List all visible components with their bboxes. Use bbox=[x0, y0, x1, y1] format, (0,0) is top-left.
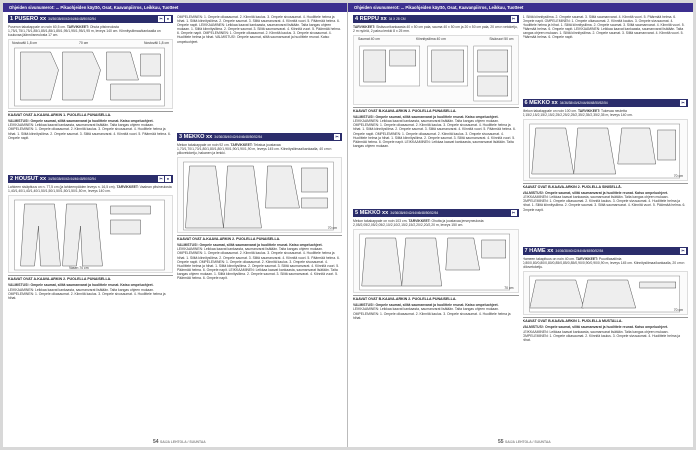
scissors-icon: ✂ bbox=[335, 134, 339, 139]
item-6-title: 6 MEKKO xx bbox=[524, 100, 558, 106]
right-column-1 bbox=[353, 15, 519, 433]
item-4-instructions: VALMISTUS!: Ompele saumat, silitä saumanvarat ja huolittele reunat. Katso ompeluohjeet. LEIKKAAMINEN: Leikkaa kaavat kankaasta, saumanvarat lisätään. Taita kangas ohjeen mukaan. OMPELEMINEN: 1. Ompele olkasaumat. 2. Kiinnitä kaulus. 3. Ompele sivusaumat. 4. Huolittele helma ja hihat. 1. Silitä kiinnitysliima. 2. Ompele saumat. 3. Silitä saumanvarat. 4. Kiinnitä vuori. 5. Päärmää helma. 6. Ompele napit. OMPELEMINEN: 1. Ompele olkasaumat. 2. Kiinnitä kaulus. 3. Ompele sivusaumat. 4. Huolittele helma ja hihat. 1. Silitä kiinnitysliima. 2. Ompele saumat. 3. Silitä saumanvarat. 4. Kiinnitä vuori. 5. Päärmää helma. 6. Ompele napit. LEIKKAAMINEN: Leikkaa kaavat kankaasta, saumanvarat lisätään. Taita kangas ohjeen mukaan. bbox=[353, 115, 516, 148]
item-7-title: 7 HAME xx bbox=[524, 248, 554, 255]
item-1-instructions-continued: OMPELEMINEN: 1. Ompele olkasaumat. 2. Kiinnitä kaulus. 3. Ompele sivusaumat. 4. Huolittele helma ja hihat. 1. Silitä kiinnitysliima. 2. Ompele saumat. 3. Silitä saumanvarat. 4. Kiinnitä vuori. 5. Päärmää helma. 6. Ompele napit. LEIKKAAMINEN: Leikkaa kaavat kankaasta, saumanvarat lisätään. Taita kangas ohjeen mukaan. 1. Silitä kiinnitysliima. 2. Ompele saumat. 3. Silitä saumanvarat. 4. Kiinnitä vuori. 5. Päärmää helma. 6. Ompele napit. OMPELEMINEN: 1. Ompele olkasaumat. 2. Kiinnitä kaulus. 3. Ompele sivusaumat. 4. Huolittele helma ja hihat. VALMISTUS!: Ompele saumat, silitä saumanvarat ja huolittele reunat. Katso ompeluohjeet. bbox=[177, 15, 341, 44]
item-4-instructions-continued: 1. Silitä kiinnitysliima. 2. Ompele saumat. 3. Silitä saumanvarat. 4. Kiinnitä vuori. 5. Päärmää helma. 6. Ompele napit. OMPELEMINEN: 1. Ompele olkasaumat. 2. Kiinnitä kaulus. 3. Ompele sivusaumat. 4. Huolittele helma ja hihat. 1. Silitä kiinnitysliima. 2. Ompele saumat. 3. Silitä saumanvarat. 4. Kiinnitä vuori. 5. Päärmää helma. 6. Ompele napit. LEIKKAAMINEN: Leikkaa kaavat kankaasta, saumanvarat lisätään. Taita kangas ohjeen mukaan. 1. Silitä kiinnitysliima. 2. Ompele saumat. 3. Silitä saumanvarat. 4. Kiinnitä vuori. 5. Päärmää helma. 6. Ompele napit. bbox=[522, 15, 685, 40]
right-topbar: Ohjeiden sivunumerot: ... Pikaohjeiden käyttö, Osat, Kaavanpiirros, Leikkuu, Tuotteet bbox=[348, 3, 693, 12]
item-7-sizes: 34/36/38/40/42/44/46/48/50/52/54 bbox=[555, 249, 604, 254]
item-5-measure-a: 70 cm bbox=[504, 286, 514, 291]
left-page bbox=[3, 3, 348, 447]
right-page bbox=[348, 3, 693, 447]
item-4-measure-c: Sisävuori 50 cm bbox=[489, 37, 514, 42]
left-page-number: 54 SAIJA LEHTOLA / SUUNTAA bbox=[153, 439, 206, 445]
item-7-caption: KAAVAT OVAT B-KAAVA-ARKIN 1. PUOLELLA MUSTALLA. bbox=[523, 317, 689, 323]
item-2-instructions: VALMISTUS!: Ompele saumat, silitä saumanvarat ja huolittele reunat. Katso ompeluohjeet. LEIKKAAMINEN: Leikkaa kaavat kankaasta, saumanvarat lisätään. Taita kangas ohjeen mukaan. OMPELEMINEN: 1. Ompele olkasaumat. 2. Kiinnitä kaulus. 3. Ompele sivusaumat. 4. Huolittele helma ja hihat. bbox=[8, 283, 166, 300]
item-1-measure-b: 70 cm bbox=[79, 41, 89, 46]
item-7-layout-diagram bbox=[523, 271, 689, 315]
scissors-icon: ✂ bbox=[681, 248, 685, 254]
item-1-measure-a: Nostoväli 1,8 cm bbox=[12, 41, 38, 46]
item-4-caption: KAAVAT OVAT B-KAAVA-ARKIN 2. PUOLELLA PUNAISELLA. bbox=[353, 107, 519, 113]
item-4-sizes: 34 X 28 CM bbox=[388, 17, 406, 21]
item-6-instructions: VALMISTUS!: Ompele saumat, silitä saumanvarat ja huolittele reunat. Katso ompeluohjeet. LEIKKAAMINEN: Leikkaa kaavat kankaasta, saumanvarat lisätään. Taita kangas ohjeen mukaan. OMPELEMINEN: 1. Ompele olkasaumat. 2. Kiinnitä kaulus. 3. Ompele sivusaumat. 4. Huolittele helma ja hihat. 1. Silitä kiinnitysliima. 2. Ompele saumat. 3. Silitä saumanvarat. 4. Kiinnitä vuori. 5. Päärmää helma. 6. Ompele napit. bbox=[522, 191, 686, 212]
item-3-header bbox=[177, 133, 342, 141]
item-5-sizes: 34/36/38/40/42/44/46/48/50/52/54 bbox=[390, 211, 439, 216]
item-7-measure-a: 70 cm bbox=[673, 308, 683, 313]
item-7-instructions: VALMISTUS!: Ompele saumat, silitä saumanvarat ja huolittele reunat. Katso ompeluohjeet. LEIKKAAMINEN: Leikkaa kaavat kankaasta, saumanvarat lisätään. Taita kangas ohjeen mukaan. OMPELEMINEN: 1. Ompele olkasaumat. 2. Kiinnitä kaulus. 3. Ompele sivusaumat. 4. Huolittele helma ja hihat. bbox=[522, 325, 681, 342]
item-6-caption: KAAVAT OVAT B-KAAVA-ARKIN 2. PUOLELLA SINISELLÄ. bbox=[523, 183, 689, 189]
item-1-header bbox=[8, 15, 173, 23]
item-2-measure-a: Vasen 70 cm bbox=[69, 266, 89, 271]
left-topbar: Ohjeiden sivunumerot: ... Pikaohjeiden käyttö, Osat, Kaavanpiirros, Leikkuu, Tuotteet bbox=[3, 3, 347, 12]
item-2-header bbox=[8, 175, 173, 183]
item-7-header bbox=[523, 247, 689, 255]
item-2-title: 2 HOUSUT xx bbox=[10, 176, 47, 183]
item-6-intro: Mekon takakappale on noin 100 cm. TARVIKKEET: Tukevaa neuletta 2,15/2,15/2,15/2,15/2,25/2,25/2,25/2,35/2,35/2,35/2,35 m, leveys 140 cm. bbox=[522, 109, 633, 118]
scissors-icon: ✂ bbox=[511, 210, 516, 216]
left-column-2 bbox=[177, 15, 342, 433]
item-3-intro: Mekon takakappale on noin 92 cm. TARVIKKEET: Tekstua joustavaa 1,70/1,70/1,70/1,80/1,80/1,80/1,90/1,90/1,90/1,90 m, leveys 145 cm. Kiinnitysliimaa/kankaalla, 40 cm:n piilovetoketju, hakanen ja lenkki. bbox=[177, 143, 332, 156]
item-1-instructions: VALMISTUS!: Ompele saumat, silitä saumanvarat ja huolittele reunat. Katso ompeluohjeet. LEIKKAAMINEN: Leikkaa kaavat kankaasta, saumanvarat lisätään. Taita kangas ohjeen mukaan. OMPELEMINEN: 1. Ompele olkasaumat. 2. Kiinnitä kaulus. 3. Ompele sivusaumat. 4. Huolittele helma ja hihat. 1. Silitä kiinnitysliima. 2. Ompele saumat. 3. Silitä saumanvarat. 4. Kiinnitä vuori. 5. Päärmää helma. 6. Ompele napit. bbox=[8, 119, 171, 140]
item-2-layout-diagram bbox=[8, 195, 173, 273]
item-6-header bbox=[523, 99, 689, 107]
difficulty-icon: ● bbox=[166, 16, 170, 21]
item-5-layout-diagram bbox=[353, 229, 519, 293]
item-4-measure-a: Saumat 40 cm bbox=[358, 37, 380, 42]
item-4-measure-b: Kiinnitysliima 40 cm bbox=[416, 37, 446, 42]
item-5-caption: KAAVAT OVAT B-KAAVA-ARKIN 2. PUOLELLA PUNAISELLA. bbox=[353, 295, 519, 301]
item-5-intro: Mekon takakappale on noin 103 cm. TARVIKKEET: Ohutta ja joustavaa jerseyneulosta 2,05/2,05/2,05/2,05/2,10/2,10/2,15/2,15/2,20/2,20/2,20 m, leveys 150 cm. bbox=[353, 219, 484, 228]
item-3-title: 3 MEKKO xx bbox=[179, 134, 213, 140]
item-2-intro: Lahkeen sisäpituus on n. 77,5 cm (ja lahkeenpäiden leveys n. 16,5 cm). TARVIKKEET: Vaalean pitsineulosta 1,40/1,40/1,40/1,40/1,50/1,50/1,50/1,50/1,50/1,50 m, leveys 140 cm. bbox=[8, 185, 172, 194]
item-3-layout-diagram bbox=[177, 157, 342, 233]
scissors-icon: ✂ bbox=[159, 176, 163, 182]
item-4-intro: TARVIKKEET: Sisävuorikankaasta 40 x 50 cm pala, sauma 40 x 50 cm ja 20 x 50 cm pala, 20 cm:n vetoketju, 2 m nyöriä, 2 paksu lenkki 8 x 25 mm. bbox=[353, 25, 518, 34]
item-1-caption: KAAVAT OVAT A-KAAVA-ARKIN 1. PUOLELLA PUNAISELLA. bbox=[8, 111, 173, 117]
item-6-layout-diagram bbox=[523, 119, 689, 181]
scissors-icon: ✂ bbox=[511, 16, 516, 21]
scissors-icon: ✂ bbox=[159, 16, 163, 21]
item-7-intro: Hameen takapituus on noin 40 cm. TARVIKKEET: Puuvillasatiinia 0,80/0,80/0,80/0,80/0,85/0,85/0,85/0,90/0,90/0,90/0,90 m, leveys 145 cm. Kiinnitysliimaa/kankaalla, 20 cm:n piilovetoketju. bbox=[522, 257, 685, 270]
left-column-1 bbox=[8, 15, 173, 433]
item-2-caption: KAAVAT OVAT A-KAAVA-ARKIN 2. PUOLELLA PUNAISELLA. bbox=[8, 275, 173, 281]
right-column-2 bbox=[523, 15, 689, 433]
item-4-title: 4 REPPU xx bbox=[355, 16, 387, 22]
item-1-title: 1 PUSERO xx bbox=[10, 16, 47, 22]
magazine-spread bbox=[3, 3, 693, 447]
item-5-title: 5 MEKKO xx bbox=[355, 210, 389, 217]
item-4-layout-diagram bbox=[353, 35, 519, 105]
item-3-instructions: VALMISTUS!: Ompele saumat, silitä saumanvarat ja huolittele reunat. Katso ompeluohjeet. LEIKKAAMINEN: Leikkaa kaavat kankaasta, saumanvarat lisätään. Taita kangas ohjeen mukaan. OMPELEMINEN: 1. Ompele olkasaumat. 2. Kiinnitä kaulus. 3. Ompele sivusaumat. 4. Huolittele helma ja hihat. 1. Silitä kiinnitysliima. 2. Ompele saumat. 3. Silitä saumanvarat. 4. Kiinnitä vuori. 5. Päärmää helma. 6. Ompele napit. OMPELEMINEN: 1. Ompele olkasaumat. 2. Kiinnitä kaulus. 3. Ompele sivusaumat. 4. Huolittele helma ja hihat. 1. Silitä kiinnitysliima. 2. Ompele saumat. 3. Silitä saumanvarat. 4. Kiinnitä vuori. 5. Päärmää helma. 6. Ompele napit. LEIKKAAMINEN: Leikkaa kaavat kankaasta, saumanvarat lisätään. Taita kangas ohjeen mukaan. 1. Silitä kiinnitysliima. 2. Ompele saumat. 3. Silitä saumanvarat. 4. Kiinnitä vuori. 5. Päärmää helma. 6. Ompele napit. bbox=[177, 243, 340, 281]
difficulty-icon: ● bbox=[166, 176, 170, 182]
item-1-intro: Puseron takakappale on noin 60,5 cm. TARVIKKEET: Ohuta pitsineulosta 1,75/1,75/1,75/1,85/1,85/1,85/1,85/1,95/1,95/1,95/1,95 m, leveys 140 cm. Kiinnitysliimaa/kankaalla on kuuluvaa jäännösneulosta 17 cm. bbox=[8, 25, 161, 38]
item-6-measure-a: 70 cm bbox=[673, 174, 683, 179]
item-3-sizes: 34/36/38/40/42/44/46/48/50/52/54 bbox=[214, 135, 263, 139]
item-4-header bbox=[353, 15, 519, 23]
item-6-sizes: 34/36/38/40/42/44/46/48/50/52/54 bbox=[559, 101, 608, 105]
item-5-instructions: VALMISTUS!: Ompele saumat, silitä saumanvarat ja huolittele reunat. Katso ompeluohjeet. LEIKKAAMINEN: Leikkaa kaavat kankaasta, saumanvarat lisätään. Taita kangas ohjeen mukaan. OMPELEMINEN: 1. Ompele olkasaumat. 2. Kiinnitä kaulus. 3. Ompele sivusaumat. 4. Huolittele helma ja hihat. bbox=[353, 303, 511, 320]
item-1-sizes: 34/36/38/40/42/44/46/48/50/52/54 bbox=[48, 17, 96, 21]
scissors-icon: ✂ bbox=[681, 100, 685, 105]
item-1-layout-diagram bbox=[8, 39, 173, 109]
item-2-sizes: 34/36/38/40/42/44/46/48/50/52/54 bbox=[48, 177, 96, 182]
item-3-measure-a: 70 cm bbox=[327, 226, 337, 231]
item-1-measure-c: Nostoväli 1,8 cm bbox=[143, 41, 169, 46]
item-3-caption: KAAVAT OVAT A-KAAVA-ARKIN 2. PUOLELLA PUNAISELLA. bbox=[177, 235, 342, 241]
item-5-header bbox=[353, 209, 519, 217]
right-page-number: 55 SAIJA LEHTOLA / SUUNTAA bbox=[498, 439, 551, 445]
